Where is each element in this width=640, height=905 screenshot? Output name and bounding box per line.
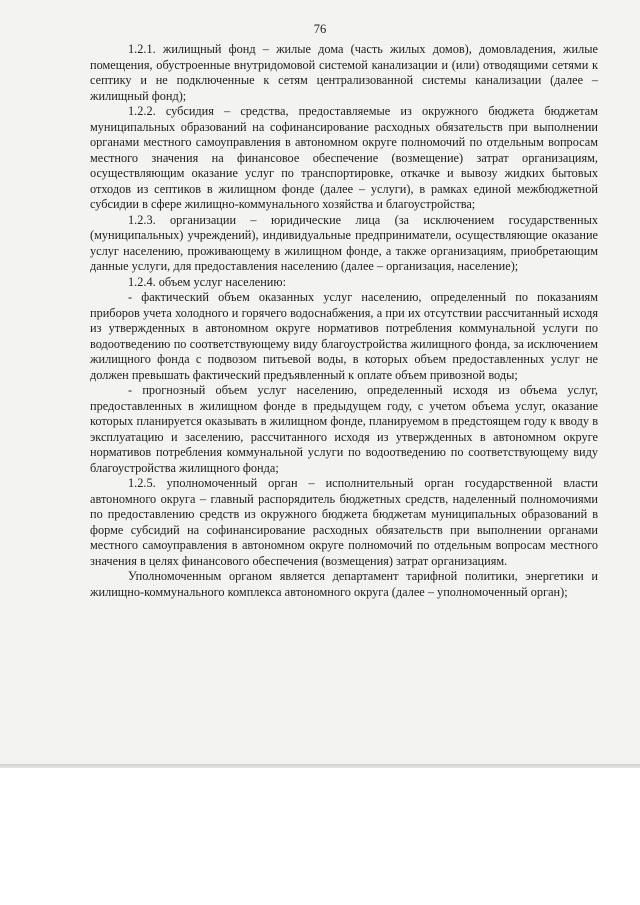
paragraph-forecast-volume: - прогнозный объем услуг населению, определенный исходя из объема услуг, предоставленных в жилищном фонде в предыдущем году, с учетом объема услуг, оказание которых планируется оказывать в жилищном фонде, планируемом в предстоящем году к вводу в эксплуатацию и заселению, рассчитанного исходя из утвержденных в автономном округе нормативов потребления коммунальной услуги по водоотведению по соответствующему виду благоустройства жилищного фонда; bbox=[90, 383, 598, 475]
paragraph-1-2-2: 1.2.2. субсидия – средства, предоставляемые из окружного бюджета бюджетам муниципальных образований на софинансирование расходных обязательств при выполнении органами местного самоуправления в автономном округе полномочий по отдельным вопросам местного значения на финансовое обеспечение (возмещение) затрат организациям, осуществляющим оказание услуг по транспортировке, откачке и вывозу жидких бытовых отходов из септиков в жилищном фонде (далее – услуги), в рамках единой межбюджетной субсидии в сфере жилищно-коммунального хозяйства и благоустройства; bbox=[90, 104, 598, 211]
paragraph-actual-volume: - фактический объем оказанных услуг населению, определенный по показаниям приборов учета холодного и горячего водоснабжения, а при их отсутствии рассчитанный исходя из утвержденных в автономном округе нормативов потребления коммунальной услуги по водоотведению по соответствующему виду благоустройства жилищного фонда, за исключением жилищного фонда с подвозом питьевой воды, в которых объем предоставленных услуг не должен превышать фактический предъявленный к оплате объем привозной воды; bbox=[90, 290, 598, 382]
document-body bbox=[90, 42, 598, 600]
paragraph-1-2-5: 1.2.5. уполномоченный орган – исполнительный орган государственной власти автономного округа – главный распорядитель бюджетных средств, наделенный полномочиями по предоставлению средств из окружного бюджета бюджетам муниципальных образований в форме субсидий на софинансирование расходных обязательств при выполнении органами местного самоуправления в автономном округе полномочий по отдельным вопросам местного значения в целях финансового обеспечения (возмещения) затрат организациям. bbox=[90, 476, 598, 568]
scan-bottom-edge bbox=[0, 764, 640, 768]
paragraph-authorized-body: Уполномоченным органом является департамент тарифной политики, энергетики и жилищно-коммунального комплекса автономного округа (далее – уполномоченный орган); bbox=[90, 569, 598, 599]
paragraph-1-2-1: 1.2.1. жилищный фонд – жилые дома (часть жилых домов), домовладения, жилые помещения, обустроенные внутридомовой системой канализации и (или) отводящими сетями к септику и не подключенные к сетям централизованной системы канализации (далее – жилищный фонд); bbox=[90, 42, 598, 103]
page-number: 76 bbox=[313, 22, 327, 36]
paragraph-1-2-4: 1.2.4. объем услуг населению: bbox=[128, 274, 286, 289]
paragraph-1-2-3: 1.2.3. организации – юридические лица (за исключением государственных (муниципальных) учреждений), индивидуальные предприниматели, осуществляющие оказание услуг населению, проживающему в жилищном фонде, а также организациям, приобретающим данные услуги, для предоставления населению (далее – организация, население); bbox=[90, 212, 598, 273]
